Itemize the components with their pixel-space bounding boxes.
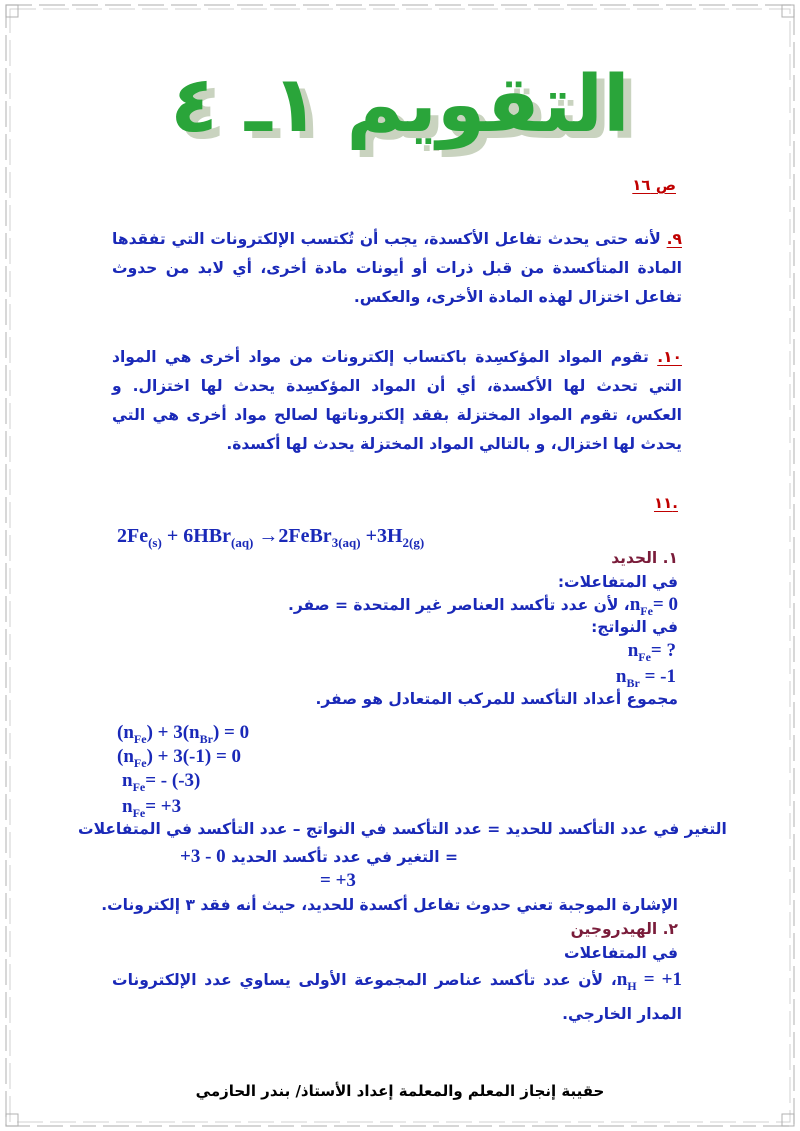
change-calc-math: +3 - 0: [180, 846, 226, 867]
n-h-value: $n_H = +1$: [616, 969, 683, 993]
eq-state: (aq): [338, 535, 361, 550]
hydrogen-line: [112, 966, 682, 1028]
eq-subscript: 2: [402, 535, 410, 550]
page-reference: ص ١٦: [632, 176, 676, 194]
eq-state: (g): [409, 535, 425, 550]
answer-9: [112, 225, 682, 312]
eq-term-febr: →2FeBr: [253, 525, 332, 547]
n-fe-unknown: $n_{Fe}=$ ?: [627, 640, 676, 664]
calc-step-3: $n_{Fe}= - (-3)$: [122, 770, 201, 794]
answer-9-number: ٩.: [666, 230, 682, 248]
iron-heading: ١. الحديد: [611, 549, 678, 567]
answer-10: [112, 343, 682, 459]
positive-sign-text: الإشارة الموجبة تعني حدوث تفاعل أكسدة للحديد، حيث أنه فقد ٣ إلكترونات.: [101, 896, 678, 914]
reactants-heading: في المتفاعلات:: [557, 573, 678, 591]
calc-step-1: $(n_{Fe}) + 3(n_{Br}) = 0$: [117, 722, 250, 746]
chemical-equation: [117, 525, 424, 551]
footer-credit: حقيبة إنجاز المعلم والمعلمة إعداد الأستاذ/ بندر الحازمي: [195, 1082, 605, 1100]
change-definition: التغير في عدد التأكسد للحديد = عدد التأكسد في النواتج – عدد التأكسد في المتفاعلات: [78, 820, 727, 838]
answer-10-number: ١٠.: [657, 348, 682, 366]
eq-term-hbr: + 6HBr: [161, 525, 231, 547]
page-title: التقويم ١ـ ٤: [170, 60, 630, 150]
eq-term-fe: 2Fe: [117, 525, 149, 547]
answer-10-text: تقوم المواد المؤكسِدة باكتساب إلكترونات من مواد أخرى هي المواد التي تحدث لها الأكسدة، أي أن المواد المؤكسِدة يحدث لها اختزال. و العكس، تقوم المواد المختزلة بفقد إلكتروناتها لصالح مواد أخرى هي التي يحدث لها اختزال، و بالتالي المواد المختزلة يحدث لها أكسدة.: [112, 348, 682, 453]
reactants-heading-2: في المتفاعلات: [564, 944, 678, 962]
iron-reactant-text: ، لأن عدد تأكسد العناصر غير المتحدة = صفر.: [287, 596, 630, 614]
n-br-value: $n_{Br} = -1$: [615, 666, 676, 690]
n-fe-symbol: $n_{Fe}= 0$: [629, 594, 678, 618]
hydrogen-heading: ٢. الهيدروجين: [570, 920, 678, 938]
eq-subscript: 3: [331, 535, 339, 550]
iron-reactant-line: [288, 594, 678, 619]
change-result: = +3: [320, 870, 356, 891]
eq-state: (s): [148, 535, 162, 550]
change-calc-text: = التغير في عدد تأكسد الحديد: [231, 848, 458, 866]
calc-step-4: $n_{Fe}= +3$: [122, 796, 182, 820]
hydrogen-text: ، لأن عدد تأكسد عناصر المجموعة الأولى يساوي عدد الإلكترونات المدار الخارجي.: [112, 971, 682, 1023]
answer-9-text: لأنه حتى يحدث تفاعل الأكسدة، يجب أن تُكتسب الإلكترونات التي تفقدها المادة المتأكسدة من قبل ذرات أو أيونات مادة أخرى، أي لابد من حدوث تفاعل اختزال لهذه المادة الأخرى، والعكس.: [112, 230, 682, 306]
calc-step-2: $(n_{Fe}) + 3(-1) = 0$: [117, 746, 242, 770]
eq-term-h2: +3H: [360, 525, 403, 547]
sum-rule-text: مجموع أعداد التأكسد للمركب المتعادل هو صفر.: [315, 690, 678, 708]
eq-state: (aq): [230, 535, 254, 550]
answer-11-number: .١١: [653, 494, 678, 512]
products-heading: في النواتج:: [591, 618, 678, 636]
change-calculation: [180, 846, 458, 868]
